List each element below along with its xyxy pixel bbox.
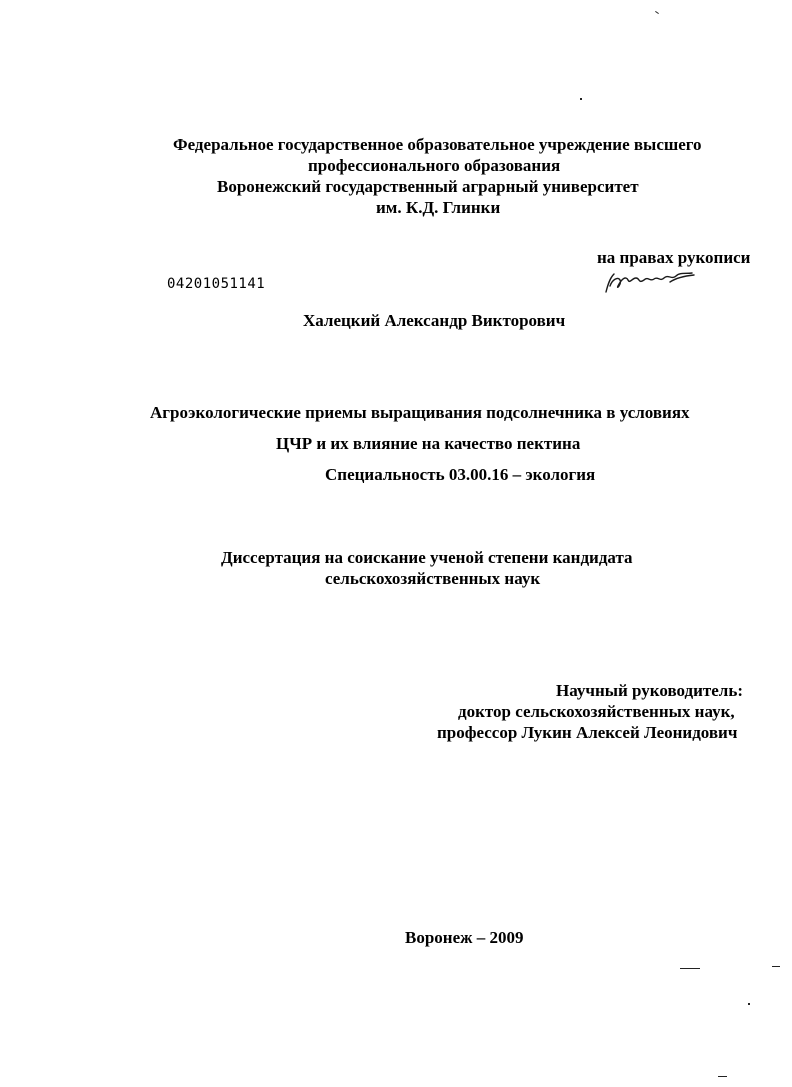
- title-line-2: ЦЧР и их влияние на качество пектина: [276, 434, 581, 453]
- institution-line-3: Воронежский государственный аграрный университет: [217, 177, 639, 196]
- scan-speck: [772, 966, 780, 967]
- scan-speck: [580, 98, 582, 100]
- author-name: Халецкий Александр Викторович: [303, 311, 566, 330]
- supervisor-degree: доктор сельскохозяйственных наук,: [458, 702, 735, 721]
- institution-line-2: профессионального образования: [308, 156, 561, 175]
- manuscript-note: на правах рукописи: [597, 248, 751, 267]
- degree-line-1: Диссертация на соискание ученой степени кандидата: [221, 548, 633, 567]
- title-line-1: Агроэкологические приемы выращивания подсолнечника в условиях: [150, 403, 690, 422]
- author-signature: [600, 266, 710, 298]
- degree-line-2: сельскохозяйственных наук: [325, 569, 541, 588]
- scan-speck: [680, 968, 700, 969]
- scan-speck: [718, 1076, 727, 1077]
- scan-speck: [655, 11, 659, 14]
- specialty: Специальность 03.00.16 – экология: [325, 465, 596, 484]
- institution-line-1: Федеральное государственное образовательное учреждение высшего: [173, 135, 702, 154]
- institution-line-4: им. К.Д. Глинки: [376, 198, 501, 217]
- scan-speck: [748, 1003, 750, 1005]
- document-code: 04201051141: [167, 276, 266, 292]
- city-year: Воронеж – 2009: [405, 928, 524, 947]
- supervisor-heading: Научный руководитель:: [556, 681, 743, 700]
- supervisor-name: профессор Лукин Алексей Леонидович: [437, 723, 738, 742]
